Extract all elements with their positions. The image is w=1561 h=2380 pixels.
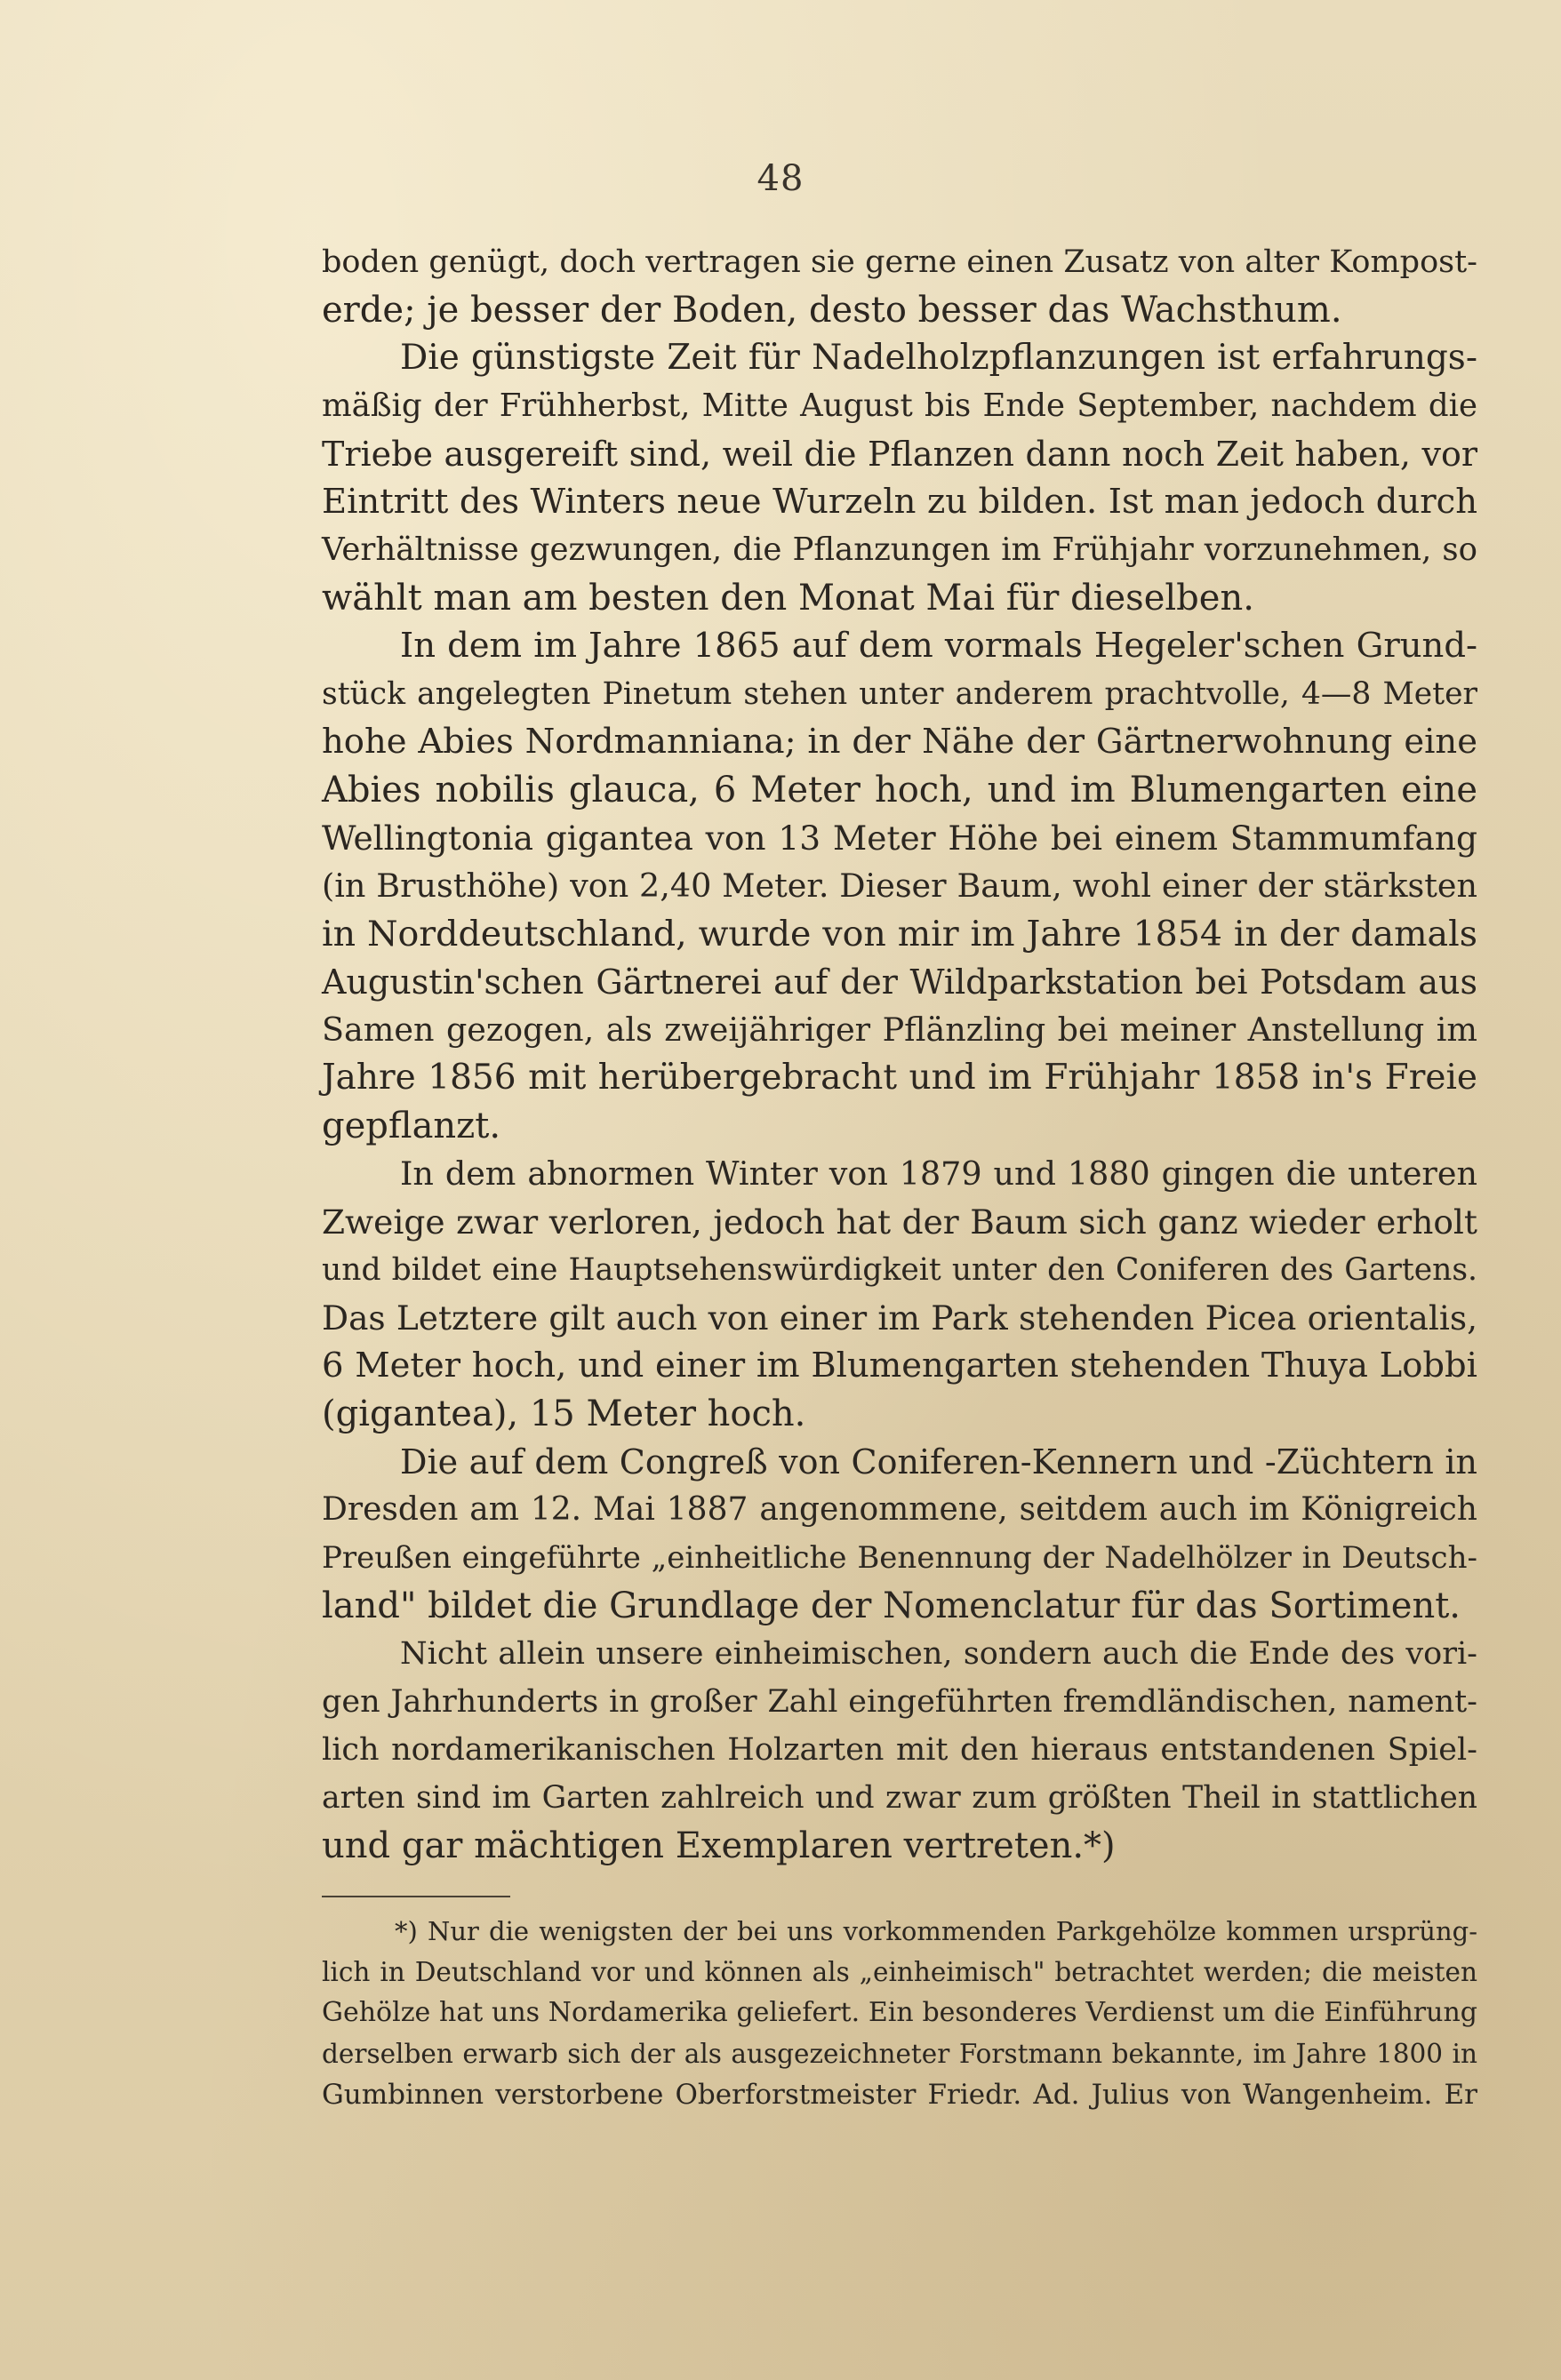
text-line: arten sind im Garten zahlreich und zwar zum größten Theil in stattlichen xyxy=(322,1780,1477,1816)
text-line: mäßig der Frühherbst, Mitte August bis Ende September, nachdem die xyxy=(322,387,1477,424)
body-text xyxy=(322,238,1477,1870)
text-line: gepflanzt. xyxy=(322,1106,501,1146)
text-line: Jahre 1856 mit herübergebracht und im Frühjahr 1858 in's Freie xyxy=(322,1058,1477,1098)
text-line: Nicht allein unsere einheimischen, sondern auch die Ende des vori- xyxy=(400,1636,1477,1672)
text-line: Dresden am 12. Mai 1887 angenommene, seitdem auch im Königreich xyxy=(322,1491,1477,1528)
text-line: Wellingtonia gigantea von 13 Meter Höhe bei einem Stammumfang xyxy=(322,819,1477,858)
text-line: gen Jahrhunderts in großer Zahl eingeführten fremdländischen, nament- xyxy=(322,1684,1477,1720)
text-line: (gigantea), 15 Meter hoch. xyxy=(322,1394,806,1434)
text-line: Samen gezogen, als zweijähriger Pflänzling bei meiner Anstellung im xyxy=(322,1010,1477,1049)
footnote-divider xyxy=(322,1896,510,1897)
text-line: Die auf dem Congreß von Coniferen-Kennern und -Züchtern in xyxy=(400,1442,1477,1482)
text-line: boden genügt, doch vertragen sie gerne einen Zusatz von alter Kompost- xyxy=(322,244,1477,280)
text-line: Die günstigste Zeit für Nadelholzpflanzungen ist erfahrungs- xyxy=(400,338,1477,378)
text-line: Verhältnisse gezwungen, die Pflanzungen im Frühjahr vorzunehmen, so xyxy=(322,531,1477,568)
text-line: Das Letztere gilt auch von einer im Park stehenden Picea orientalis, xyxy=(322,1298,1477,1338)
text-line: wählt man am besten den Monat Mai für dieselben. xyxy=(322,578,1254,619)
footnote-line: derselben erwarb sich der als ausgezeichneter Forstmann bekannte, im Jahre 1800 in xyxy=(322,2039,1477,2069)
text-line: Zweige zwar verloren, jedoch hat der Baum sich ganz wieder erholt xyxy=(322,1202,1477,1242)
text-line: hohe Abies Nordmanniana; in der Nähe der Gärtnerwohnung eine xyxy=(322,722,1477,762)
text-line: und gar mächtigen Exemplaren vertreten.*) xyxy=(322,1825,1116,1866)
page-number: 48 xyxy=(756,158,805,199)
footnote-line: *) Nur die wenigsten der bei uns vorkommenden Parkgehölze kommen ursprüng- xyxy=(395,1916,1477,1946)
text-line: lich nordamerikanischen Holzarten mit den hieraus entstandenen Spiel- xyxy=(322,1732,1477,1768)
footnote-line: lich in Deutschland vor und können als „einheimisch" betrachtet werden; die meisten xyxy=(322,1957,1477,1987)
text-line: stück angelegten Pinetum stehen unter anderem prachtvolle, 4—8 Meter xyxy=(322,676,1477,712)
text-line: In dem abnormen Winter von 1879 und 1880 gingen die unteren xyxy=(400,1154,1477,1193)
text-line: Augustin'schen Gärtnerei auf der Wildparkstation bei Potsdam aus xyxy=(322,962,1477,1002)
text-line: in Norddeutschland, wurde von mir im Jahre 1854 in der damals xyxy=(322,914,1477,954)
footnote-line: Gehölze hat uns Nordamerika geliefert. Ein besonderes Verdienst um die Einführung xyxy=(322,1997,1477,2028)
text-line: und bildet eine Hauptsehenswürdigkeit unter den Coniferen des Gartens. xyxy=(322,1252,1477,1288)
text-line: erde; je besser der Boden, desto besser das Wachsthum. xyxy=(322,290,1342,331)
text-line: Triebe ausgereift sind, weil die Pflanzen dann noch Zeit haben, vor xyxy=(322,435,1477,474)
text-line: land" bildet die Grundlage der Nomenclatur für das Sortiment. xyxy=(322,1585,1461,1626)
text-line: Eintritt des Winters neue Wurzeln zu bilden. Ist man jedoch durch xyxy=(322,482,1477,522)
text-line: Abies nobilis glauca, 6 Meter hoch, und im Blumengarten eine xyxy=(322,770,1477,811)
footnote-line: Gumbinnen verstorbene Oberforstmeister Friedr. Ad. Julius von Wangenheim. Er xyxy=(322,2079,1477,2111)
text-line: (in Brusthöhe) von 2,40 Meter. Dieser Baum, wohl einer der stärksten xyxy=(322,867,1477,905)
text-line: Preußen eingeführte „einheitliche Benennung der Nadelhölzer in Deutsch- xyxy=(322,1540,1477,1576)
text-line: In dem im Jahre 1865 auf dem vormals Hegeler'schen Grund- xyxy=(400,626,1477,666)
footnote xyxy=(322,1911,1477,2115)
text-line: 6 Meter hoch, und einer im Blumengarten stehenden Thuya Lobbi xyxy=(322,1346,1477,1386)
